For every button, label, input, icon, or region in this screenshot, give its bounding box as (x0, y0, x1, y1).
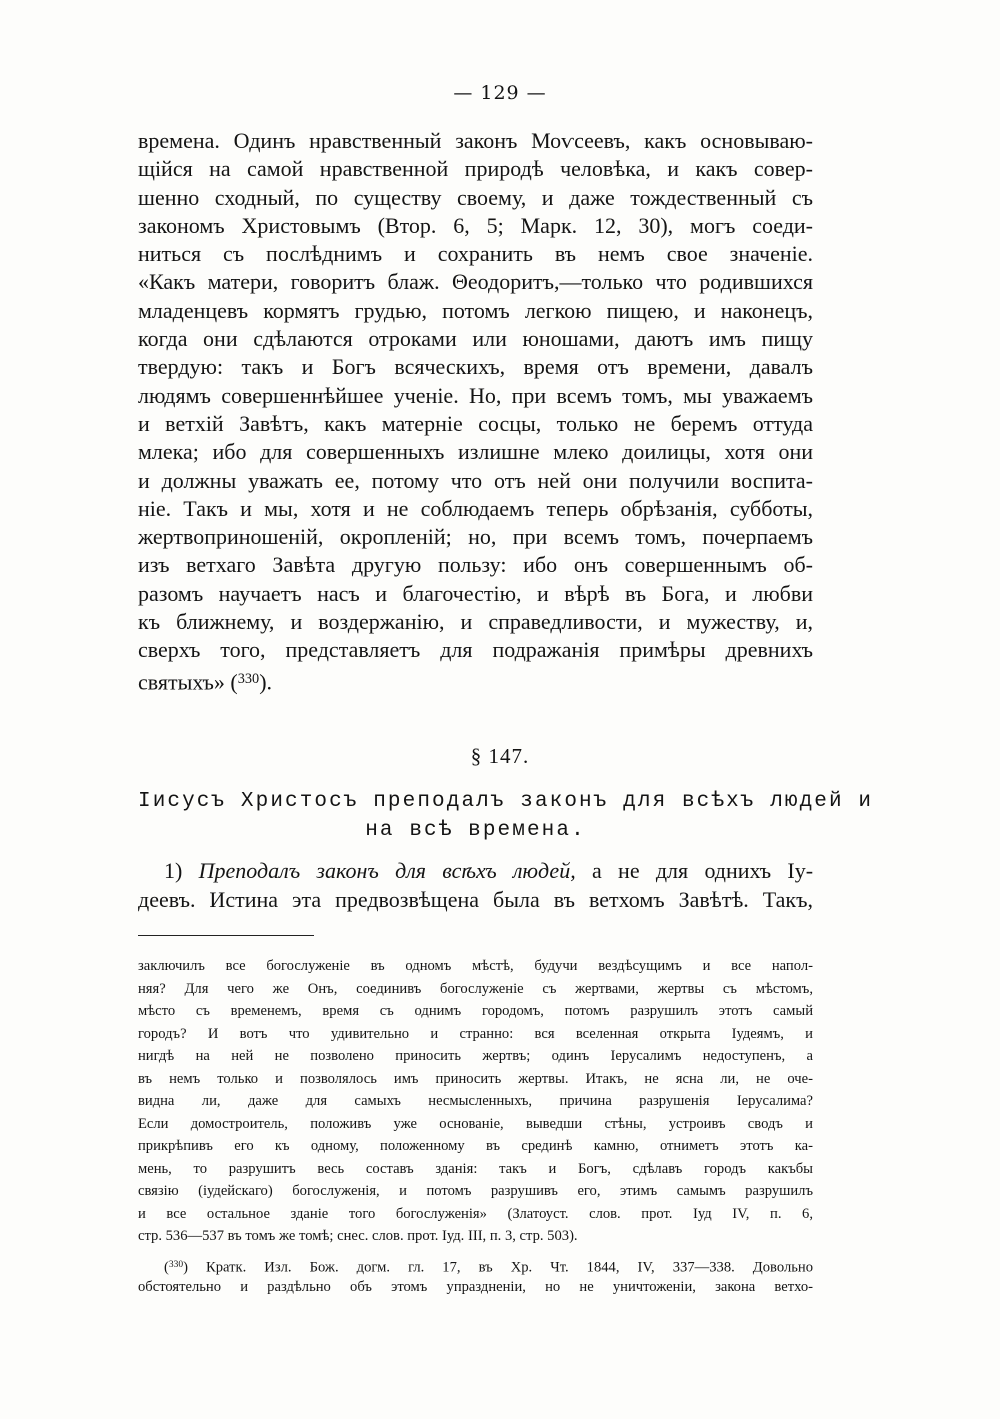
footnotes (138, 955, 813, 1299)
footnote-line: нигдѣ на ней не позволено приносить жертвъ; одинъ Іерусалимъ недоступенъ, а (138, 1048, 813, 1064)
text-line: жертвоприношеній, окропленій; но, при всемъ томъ, почерпаемъ (138, 524, 813, 550)
text-line: млека; ибо для совершенныхъ излишне млеко доилицы, хотя они (138, 439, 813, 465)
text-fragment: а не для однихъ Іу- (575, 858, 814, 883)
list-number: 1) (164, 858, 199, 883)
text-line: закономъ Христовымъ (Втор. 6, 5; Марк. 12, 30), могъ соеди- (138, 212, 813, 238)
text-line: времена. Одинъ нравственный законъ Моѵсеевъ, какъ основываю- (138, 128, 813, 153)
footnote-line: видна ли, даже для самыхъ несмысленныхъ, причина разрушенія Іерусалима? (138, 1093, 813, 1109)
text-line-last (138, 665, 813, 693)
footnote-330-line: ($^{330}$) Кратк. Изл. Бож. догм. гл. 17, въ Хр. Чт. 1844, IV, 337—338. Довольно (164, 1258, 813, 1275)
text-line: людямъ совершеннѣйшее ученіе. Но, при всемъ томъ, мы уважаемъ (138, 382, 813, 408)
footnote-reference: 330 (237, 670, 260, 687)
text-fragment: святыхъ» ( (138, 669, 238, 695)
footnote-line: мень, то разрушитъ весь составъ зданія: такъ и Богъ, сдѣлавъ городъ какъбы (138, 1160, 813, 1177)
text-fragment: ) Кратк. Изл. Бож. догм. гл. 17, въ Хр. Чт. 1844, IV, 337—338. Довольно (183, 1258, 813, 1275)
text-line: щійся на самой нравственной природѣ человѣка, и какъ совер- (138, 156, 813, 182)
footnote-line: заключилъ все богослуженіе въ одномъ мѣстѣ, будучи вездѣсущимъ и все напол- (138, 958, 813, 974)
footnote-line: прикрѣпивъ его къ одному, положенному въ срединѣ камню, отниметъ этотъ ка- (138, 1138, 813, 1154)
text-line: когда они сдѣлаются отроками или юношами, даютъ имъ пищу (138, 326, 813, 352)
text-fragment: ). (259, 669, 273, 695)
footnote-line: и все остальное зданіе того богослуженія» (Златоуст. слов. прот. Іуд IV, п. 6, (138, 1205, 813, 1222)
italic-emphasis: Преподалъ законъ для всѣхъ людей, (198, 858, 576, 883)
footnote-line: стр. 536—537 въ томъ же томѣ; снес. слов. прот. Іуд. III, п. 3, стр. 503). (138, 1228, 578, 1244)
text-line: къ ближнему, и воздержанію, и справедливости, и мужеству, и, (138, 609, 813, 635)
footnote-line: въ немъ только и позволялось имъ приносить жертвы. Итакъ, не ясна ли, не оче- (138, 1070, 813, 1087)
text-line: разомъ научаетъ насъ и благочестію, и вѣрѣ въ Бога, и любви (138, 580, 813, 606)
text-line: ніе. Такъ и мы, хотя и не соблюдаемъ теперь обрѣзанія, субботы, (138, 495, 813, 521)
text-line: изъ ветхаго Завѣта другую пользу: ибо онъ совершеннымъ об- (138, 552, 813, 578)
footnote-line: обстоятельно и раздѣльно объ этомъ упраздненіи, но не уничтоженіи, закона ветхо- (138, 1279, 813, 1295)
footnote-number: 330 (168, 1259, 184, 1270)
footnote-line: связію (іудейскаго) богослуженія, и потомъ разрушивъ его, этимъ самымъ разрушилъ (138, 1183, 813, 1199)
text-line: твердую: такъ и Богъ всяческихъ, время отъ времени, давалъ (138, 354, 813, 380)
text-line: деевъ. Истина эта предвозвѣщена была въ ветхомъ Завѣтѣ. Такъ, (138, 887, 813, 912)
page-number: — 129 — (453, 82, 547, 104)
footnote-line: городъ? И вотъ что удивительно и странно: вся вселенная открыта Іудеямъ, и (138, 1025, 813, 1042)
paragraph (138, 856, 813, 914)
footnote-line: Если домостроитель, положивъ уже основаніе, выведши стѣны, устроивъ сводъ и (138, 1115, 813, 1132)
footnote-divider (138, 935, 314, 936)
section-number: § 147. (470, 744, 530, 768)
text-line: шенно сходный, по существу своему, и даже тождественный съ (138, 184, 813, 210)
text-line: сверхъ того, представляетъ для подражанія примѣры древнихъ (138, 637, 813, 663)
footnote-line: няя? Для чего же Онъ, соединивъ богослуженіе съ жертвами, жертвы съ мѣстомъ, (138, 980, 813, 997)
text-line: «Какъ матери, говоритъ блаж. Θеодоритъ,—только что родившихся (138, 269, 813, 295)
text-line: ниться съ послѣднимъ и сохранить въ немъ свое значеніе. (138, 241, 813, 267)
footnote-line: мѣсто съ временемъ, время съ однимъ городомъ, потомъ разрушилъ этотъ самый (138, 1003, 813, 1019)
section-title (138, 787, 874, 845)
section-title-line: Іисусъ Христосъ преподалъ законъ для всѣхъ людей и (138, 790, 874, 813)
section-title-line: на всѣ времена. (365, 819, 586, 842)
text-line: и должны уважать ее, потому что отъ ней они получили воспита- (138, 467, 813, 493)
text-line: младенцевъ кормятъ грудью, потомъ легкою пищею, и наконецъ, (138, 297, 813, 323)
text-line: и ветхій Завѣтъ, какъ матерніе сосцы, только не беремъ оттуда (138, 410, 813, 436)
main-paragraph (138, 127, 813, 693)
text-line (138, 856, 813, 885)
